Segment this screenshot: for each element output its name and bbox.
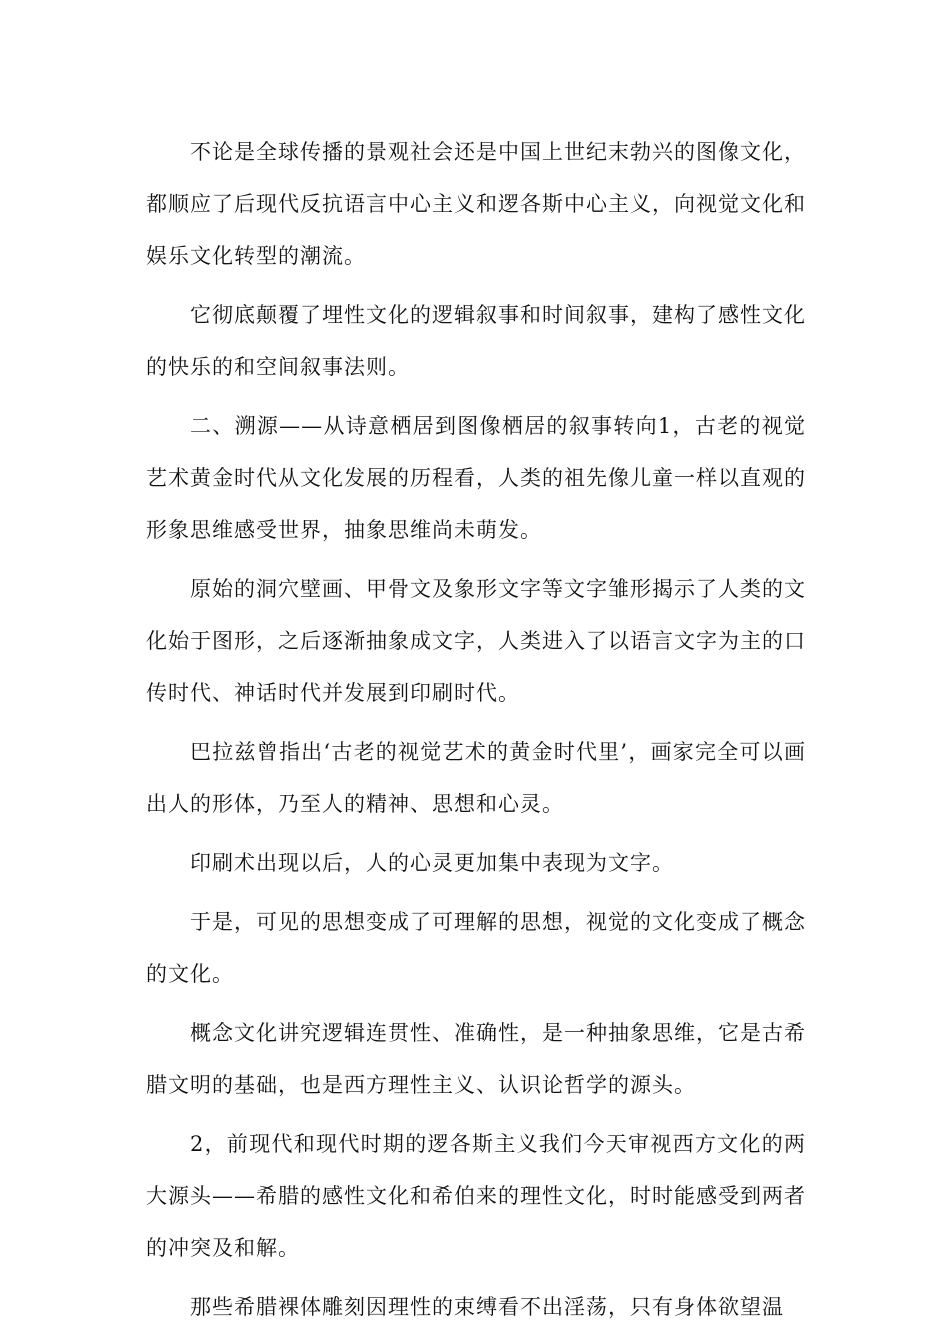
paragraph-2: 它彻底颠覆了埋性文化的逻辑叙事和时间叙事，建构了感性文化的快乐的和空间叙事法则。 bbox=[146, 303, 806, 379]
paragraph-9: 2，前现代和现代时期的逻各斯主义我们今天审视西方文化的两大源头——希腊的感性文化和希伯来的理性文化，时时能感受到两者的冲突及和解。 bbox=[146, 1132, 806, 1260]
paragraph-7: 于是，可见的思想变成了可理解的思想，视觉的文化变成了概念的文化。 bbox=[146, 910, 806, 986]
paragraph-3: 二、溯源——从诗意栖居到图像栖居的叙事转向1，古老的视觉艺术黄金时代从文化发展的历程看，人类的祖先像儿童一样以直观的形象思维感受世界，抽象思维尚未萌发。 bbox=[146, 414, 806, 542]
paragraph-10: 那些希腊裸体雕刻因理性的束缚看不出淫荡，只有身体欲望温 bbox=[190, 1295, 784, 1319]
document-body bbox=[146, 126, 806, 1340]
paragraph-4: 原始的洞穴壁画、甲骨文及象形文字等文字雏形揭示了人类的文化始于图形，之后逐渐抽象成文字，人类进入了以语言文字为主的口传时代、神话时代并发展到印刷时代。 bbox=[146, 577, 806, 705]
paragraph-6: 印刷术出现以后，人的心灵更加集中表现为文字。 bbox=[190, 851, 674, 875]
paragraph-5: 巴拉兹曾指出‘古老的视觉艺术的黄金时代里’，画家完全可以画出人的形体，乃至人的精神、思想和心灵。 bbox=[146, 740, 806, 816]
paragraph-8: 概念文化讲究逻辑连贯性、准确性，是一种抽象思维，它是古希腊文明的基础，也是西方理性主义、认识论哲学的源头。 bbox=[146, 1021, 806, 1097]
paragraph-1: 不论是全球传播的景观社会还是中国上世纪末勃兴的图像文化，都顺应了后现代反抗语言中心主义和逻各斯中心主义，向视觉文化和娱乐文化转型的潮流。 bbox=[146, 140, 806, 268]
